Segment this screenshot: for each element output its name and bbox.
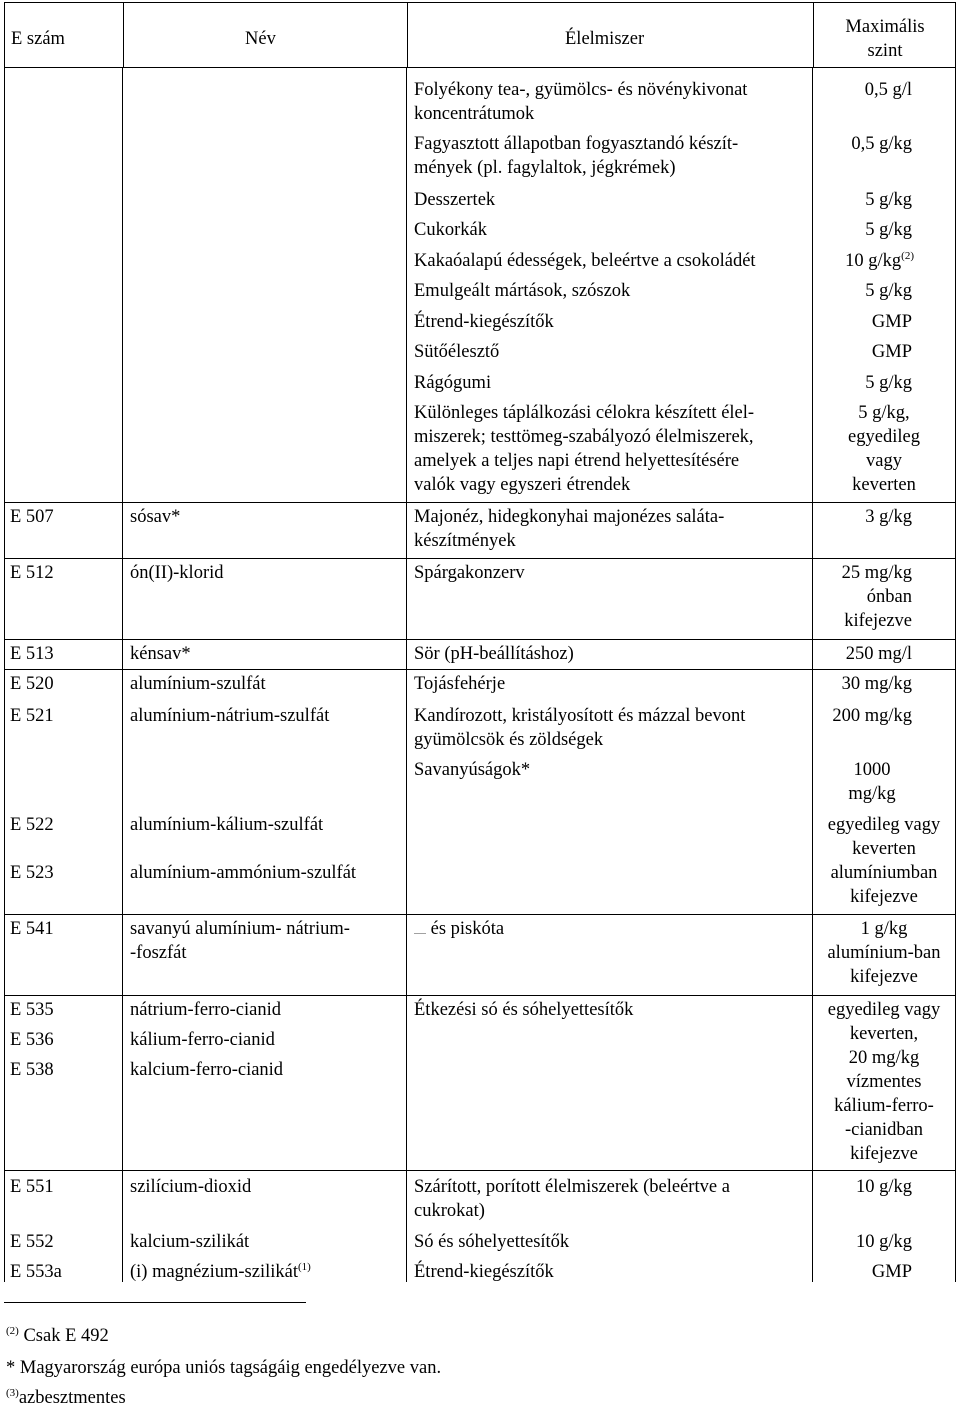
e-number-cell: E 523 [10, 863, 54, 883]
footnote-separator [4, 1302, 306, 1303]
table-row [4, 995, 956, 1168]
food-cell: Rágógumi [414, 373, 492, 393]
e-number-cell: E 520 [10, 674, 54, 694]
table-row [4, 558, 956, 637]
food-cell: Étrend-kiegészítők [414, 1262, 554, 1282]
max-cell: 5 g/kg [865, 220, 912, 240]
e-number-cell: E 512 [10, 563, 54, 583]
food-cell: Tojásfehérje [414, 674, 506, 694]
footnote-2: $^{(2)}$ Csak E 492 [6, 1325, 109, 1346]
food-cell: Fagyasztott állapotban fogyasztandó készít- mények (pl. fagylaltok, jégkrémek) [414, 134, 739, 178]
e-number-cell: E 521 [10, 706, 54, 726]
max-cell: 10 $g/kg^{(2)}$ [845, 250, 914, 271]
header-food: Élelmiszer [565, 29, 645, 49]
e-number-cell: E 507 [10, 507, 54, 527]
table-row [4, 1170, 956, 1225]
max-cell: GMP [871, 342, 912, 362]
food-cell: Étrend-kiegészítők [414, 312, 554, 332]
name-cell: alumínium-kálium-szulfát [130, 815, 324, 835]
name-cell: kalcium-szilikát [130, 1232, 250, 1252]
max-cell: 5 g/kg [865, 373, 912, 393]
max-cell: alumíniumban kifejezve [830, 863, 938, 907]
name-cell: alumínium-szulfát [130, 674, 266, 694]
max-cell: 1 g/kg alumínium-ban kifejezve [827, 919, 941, 987]
max-cell: 1000 mg/kg [848, 760, 896, 804]
max-cell: 250 mg/l [845, 644, 912, 664]
max-cell: 5 g/kg [865, 190, 912, 210]
food-cell: Majonéz, hidegkonyhai majonézes saláta- készítmények [414, 507, 725, 551]
food-cell: Savanyúságok* [414, 760, 531, 780]
table-row [4, 669, 956, 698]
max-cell: 3 g/kg [865, 507, 912, 527]
max-cell: 0,5 g/kg [851, 134, 912, 154]
table-row [4, 639, 956, 668]
name-cell: sósav* [130, 507, 181, 527]
food-cell: Különleges táplálkozási célokra készített élel- miszerek; testtömeg-szabályozó élelmiszerek, amelyek a teljes napi étrend helyettesítésére valók vagy egyszeri étrendek [414, 403, 755, 495]
e-number-cell: E 541 [10, 919, 54, 939]
max-cell: 0,5 g/l [864, 80, 912, 100]
e-number-cell: E 551 [10, 1177, 54, 1197]
name-cell: nátrium-ferro-cianid kálium-ferro-cianid kalcium-ferro-cianid [130, 1000, 284, 1080]
footnote-star: * Magyarország európa uniós tagságáig engedélyezve van. [6, 1358, 442, 1378]
max-cell: GMP [871, 312, 912, 332]
e-number-cell: E 552 [10, 1232, 54, 1252]
footnote-3: $^{(3)}$azbesztmentes [6, 1387, 126, 1408]
e-number-cell: E 513 [10, 644, 54, 664]
food-cell: Folyékony tea-, gyümölcs- és növénykivonat koncentrátumok [414, 80, 748, 124]
max-cell: 5 g/kg [865, 281, 912, 301]
max-cell: 30 mg/kg [841, 674, 912, 694]
food-cell: Cukorkák [414, 220, 487, 240]
food-cell: Só és sóhelyettesítők [414, 1232, 570, 1252]
e-number-cell: E 553a [10, 1262, 62, 1282]
max-cell: egyedileg vagy keverten [827, 815, 941, 859]
max-cell: GMP [871, 1262, 912, 1282]
table-row [4, 502, 956, 557]
name-cell: szilícium-dioxid [130, 1177, 252, 1197]
food-cell: Szárított, porított élelmiszerek (beleértve a cukrokat) [414, 1177, 730, 1221]
name-cell: alumínium-nátrium-szulfát [130, 706, 330, 726]
max-cell: egyedileg vagy keverten, 20 mg/kg vízmentes kálium-ferro- -cianidban kifejezve [827, 1000, 941, 1164]
max-cell: 10 g/kg [855, 1232, 912, 1252]
food-cell: Emulgeált mártások, szószok [414, 281, 631, 301]
food-cell: Kakaóalapú édességek, beleértve a csokoládét [414, 251, 756, 271]
name-cell: (i) magnézium-szilikát$^{(1)}$ [130, 1261, 311, 1282]
food-cell: Sütőélesztő [414, 342, 500, 362]
table-header [4, 2, 956, 68]
food-cell: Spárgakonzerv [414, 563, 525, 583]
table-row [4, 914, 956, 993]
header-max-level: Maximális szint [845, 17, 925, 61]
name-cell: kénsav* [130, 644, 191, 664]
food-cell: Étkezési só és sóhelyettesítők [414, 1000, 634, 1020]
header-e-number: E szám [11, 29, 65, 49]
e-number-cell: E 522 [10, 815, 54, 835]
food-cell: Desszertek [414, 190, 496, 210]
food-cell: Kandírozott, kristályosított és mázzal bevont gyümölcsök és zöldségek [414, 706, 746, 750]
max-cell: 200 mg/kg [832, 706, 912, 726]
food-cell: Sör (pH-beállításhoz) [414, 644, 574, 664]
food-cell: ...... és piskóta [414, 919, 505, 939]
header-name: Név [245, 29, 276, 49]
max-cell: 5 g/kg, egyedileg vagy keverten [848, 403, 920, 495]
name-cell: savanyú alumínium- nátrium- -foszfát [130, 919, 350, 963]
name-cell: ón(II)-klorid [130, 563, 224, 583]
max-cell: 25 mg/kg ónban kifejezve [841, 563, 912, 631]
max-cell: 10 g/kg [855, 1177, 912, 1197]
e-number-cell: E 535 E 536 E 538 [10, 1000, 54, 1080]
name-cell: alumínium-ammónium-szulfát [130, 863, 357, 883]
